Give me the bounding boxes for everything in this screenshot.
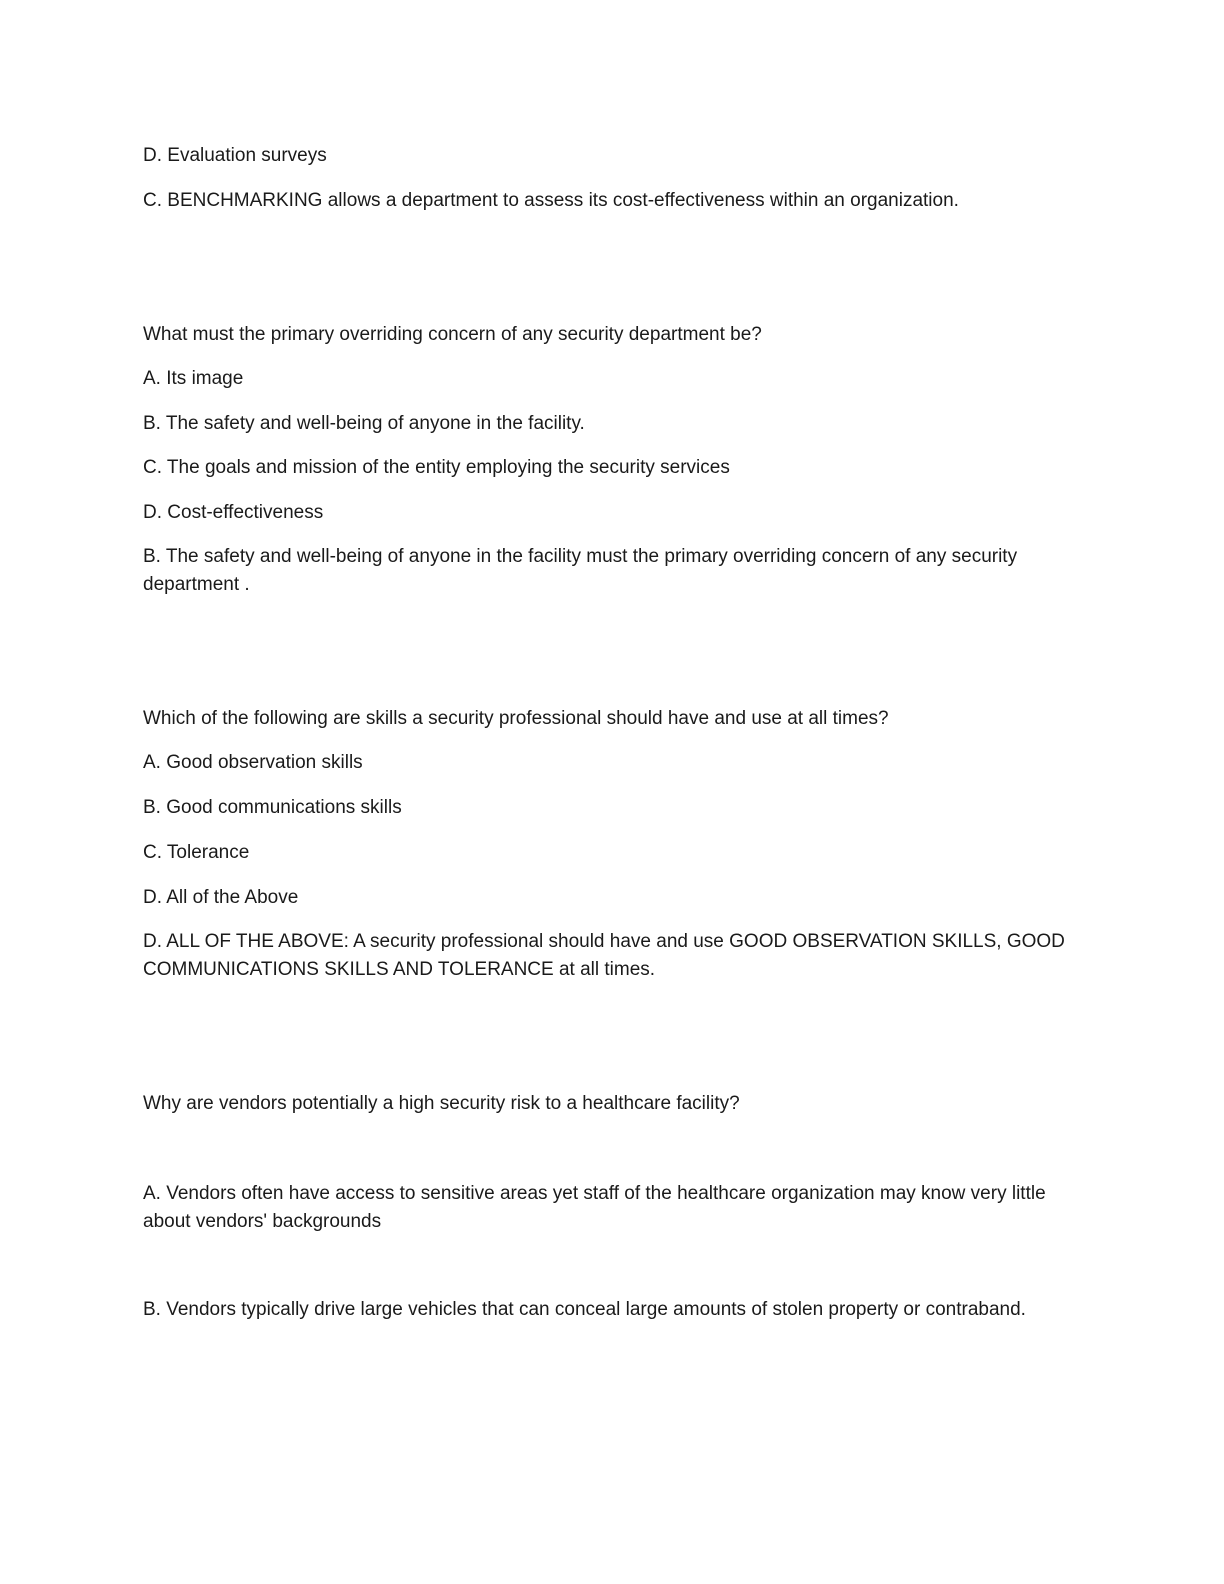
option-d-evaluation-surveys: D. Evaluation surveys <box>143 145 327 166</box>
question-vendors-risk: Why are vendors potentially a high security risk to a healthcare facility? <box>143 1093 740 1114</box>
q3-option-d: D. All of the Above <box>143 887 299 908</box>
q2-option-c: C. The goals and mission of the entity employing the security services <box>143 457 730 478</box>
q3-answer: D. ALL OF THE ABOVE: A security professional should have and use GOOD OBSERVATION SKILLS, GOOD COMMUNICATIONS SKILLS AND TOLERANCE at all times. <box>143 931 1065 980</box>
q2-option-d: D. Cost-effectiveness <box>143 502 324 523</box>
q4-option-b: B. Vendors typically drive large vehicles that can conceal large amounts of stolen property or contraband. <box>143 1299 1026 1320</box>
q3-option-b: B. Good communications skills <box>143 797 402 818</box>
question-primary-concern: What must the primary overriding concern of any security department be? <box>143 324 762 345</box>
answer-benchmarking: C. BENCHMARKING allows a department to assess its cost-effectiveness within an organization. <box>143 190 959 211</box>
q2-option-b: B. The safety and well-being of anyone in the facility. <box>143 413 585 434</box>
q4-option-a: A. Vendors often have access to sensitive areas yet staff of the healthcare organization may know very little about vendors' backgrounds <box>143 1183 1046 1232</box>
q3-option-c: C. Tolerance <box>143 842 250 863</box>
q3-option-a: A. Good observation skills <box>143 752 363 773</box>
q2-answer: B. The safety and well-being of anyone in the facility must the primary overriding concern of any security department . <box>143 546 1018 595</box>
question-security-skills: Which of the following are skills a security professional should have and use at all times? <box>143 708 889 729</box>
q2-option-a: A. Its image <box>143 368 244 389</box>
